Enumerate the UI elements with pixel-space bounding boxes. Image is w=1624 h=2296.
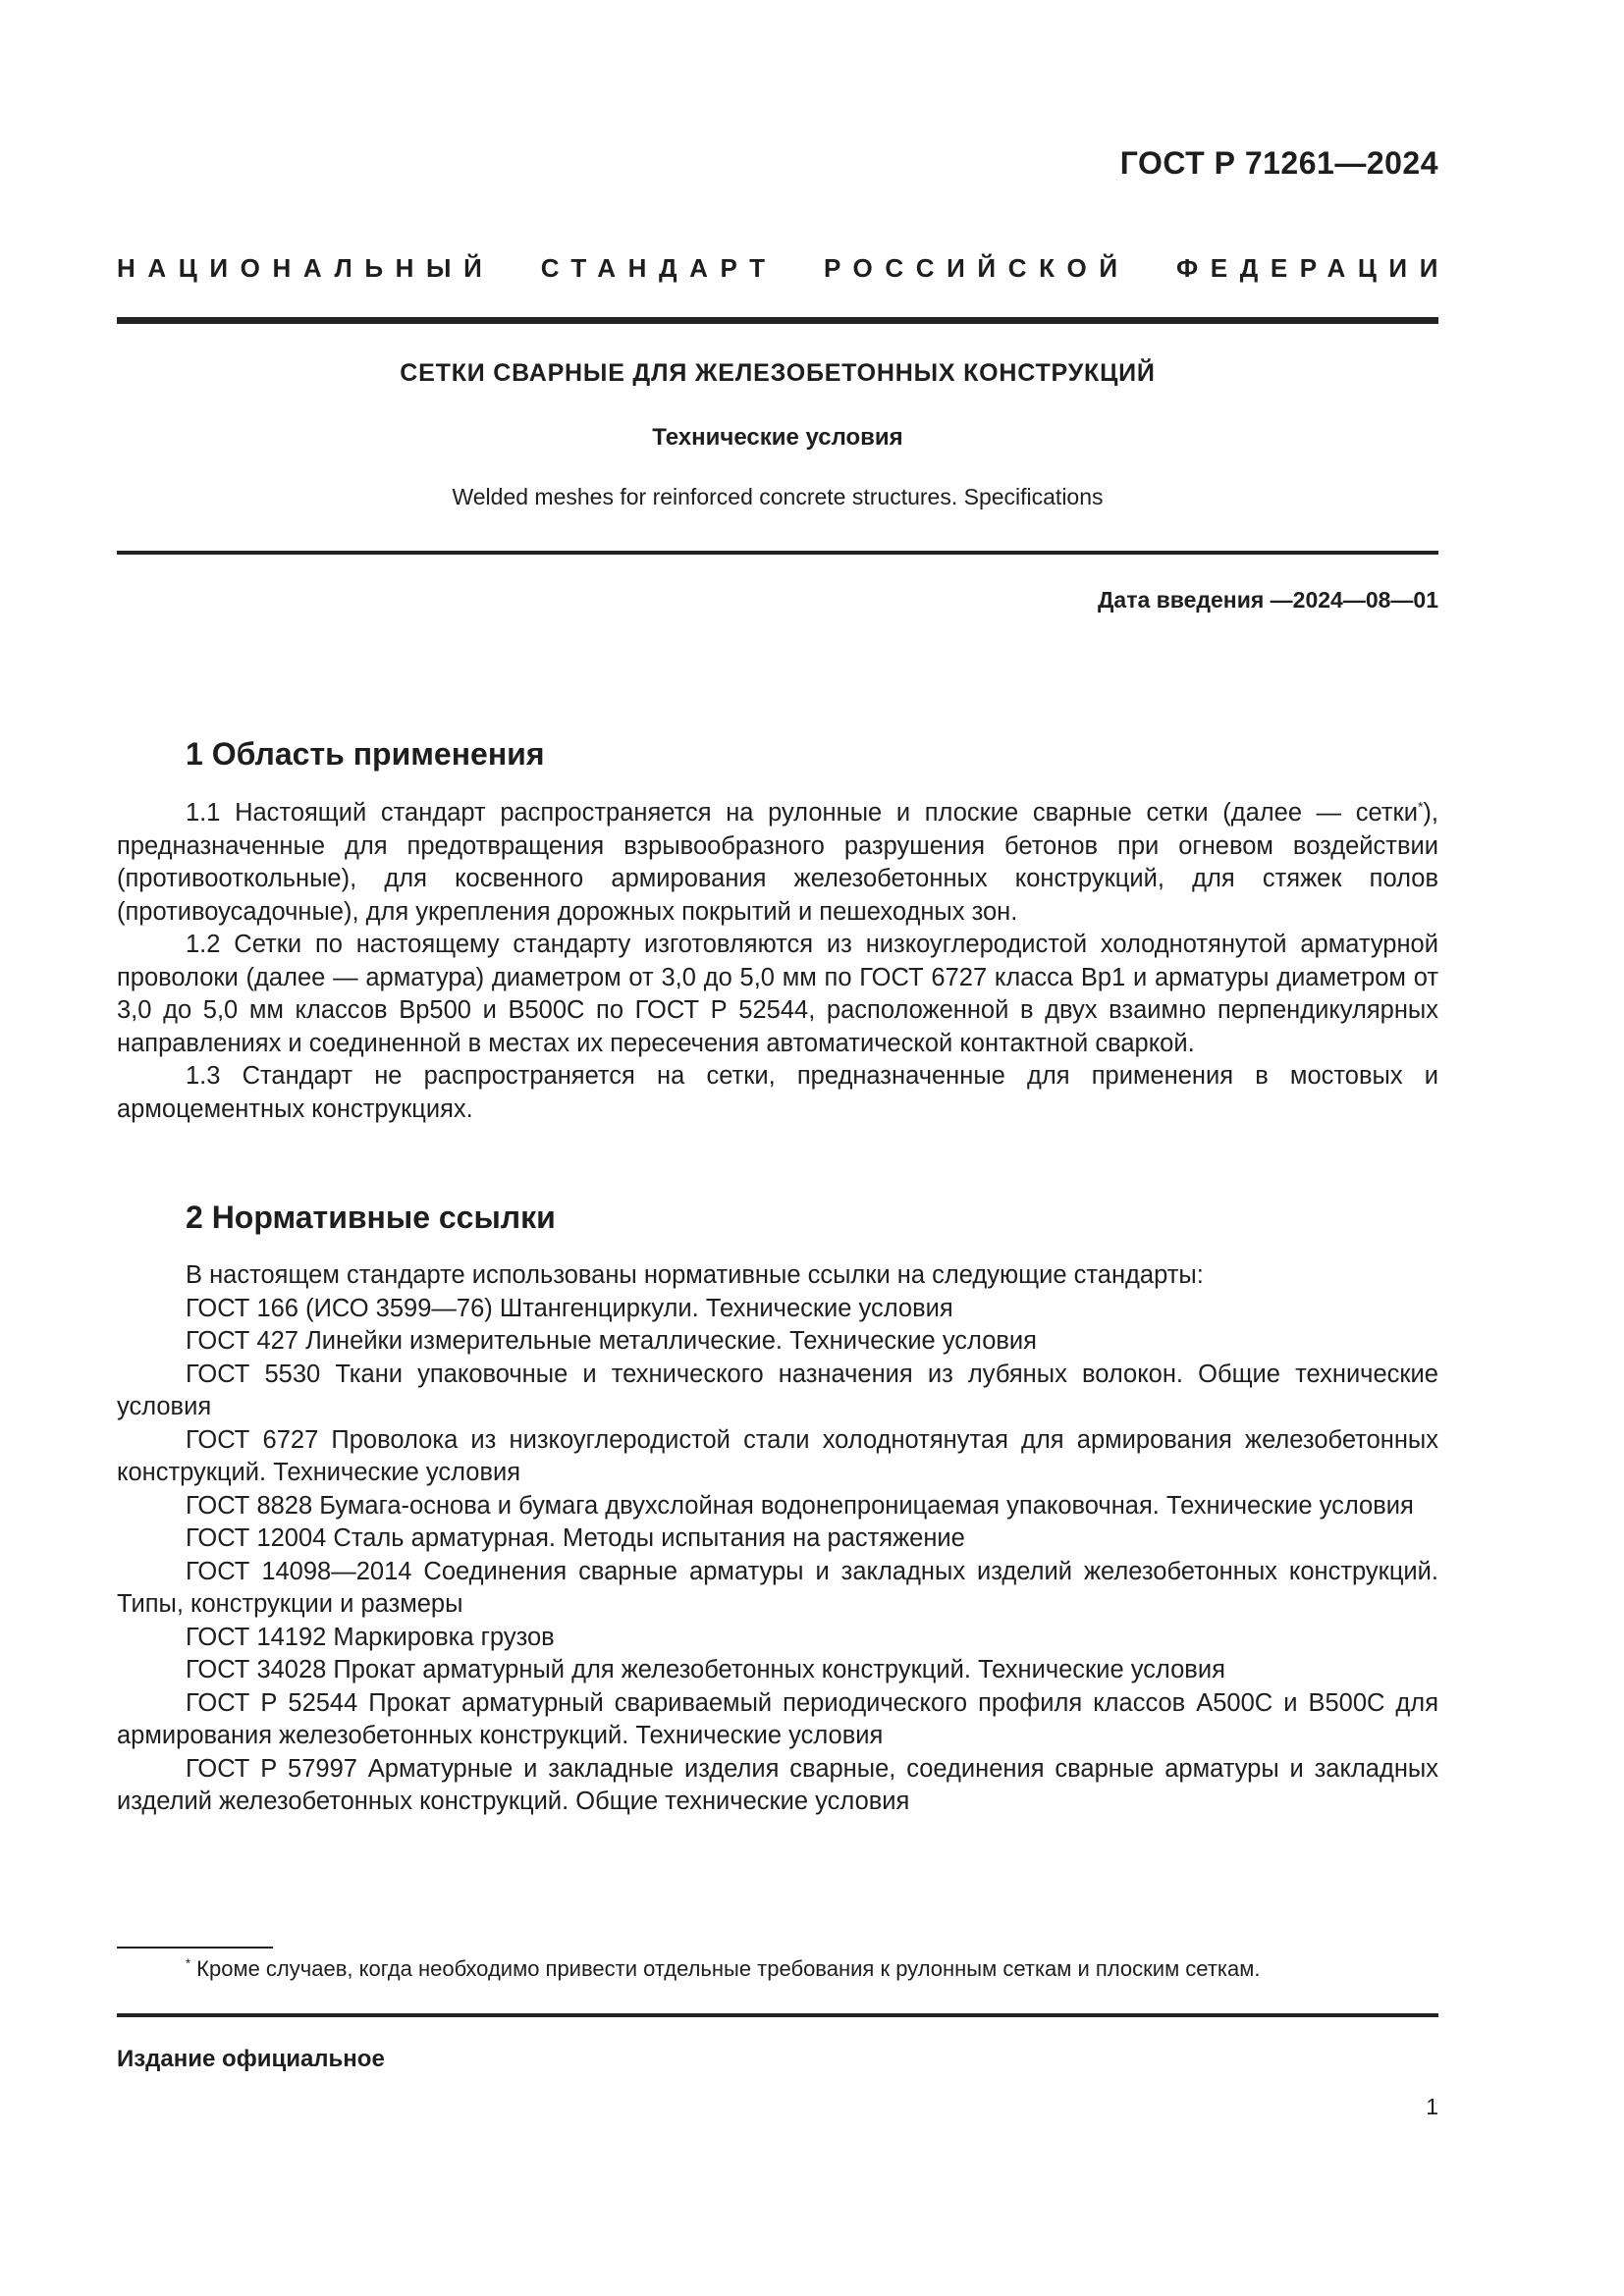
footnote-rule (117, 1947, 273, 1949)
english-title: Welded meshes for reinforced concrete structures. Specifications (452, 484, 1104, 509)
footnote-ref: * (1417, 798, 1424, 815)
clause-1-3: 1.3 Стандарт не распространяется на сетки, предназначенные для применения в мостовых и армоцементных конструкциях. (117, 1062, 1438, 1123)
document-title: СЕТКИ СВАРНЫЕ ДЛЯ ЖЕЛЕЗОБЕТОННЫХ КОНСТРУКЦИЙ (400, 359, 1156, 387)
section-1-body (117, 797, 1438, 1126)
footnote: * Кроме случаев, когда необходимо привести отдельные требования к рулонным сеткам и плоским сеткам. (186, 1955, 1261, 1981)
footer-rule (117, 2013, 1438, 2017)
document-subtitle: Технические условия (652, 424, 903, 451)
reference-item: ГОСТ 34028 Прокат арматурный для железобетонных конструкций. Технические условия (186, 1656, 1225, 1683)
clause-1-2: 1.2 Сетки по настоящему стандарту изготовляются из низкоуглеродистой холоднотянутой арматурной проволоки (далее — арматура) диаметром от 3,0 до 5,0 мм по ГОСТ 6727 класса Вр1 и арматуры диаметром от 3,0 до 5,0 мм классов Вр500 и В500С по ГОСТ Р 52544, расположенной в двух взаимно перпендикулярных направлениях и соединенной в местах их пересечения автоматической контактной сваркой. (117, 931, 1438, 1057)
reference-item: ГОСТ 8828 Бумага-основа и бумага двухслойная водонепроницаемая упаковочная. Технические условия (186, 1491, 1414, 1520)
reference-item: ГОСТ 427 Линейки измерительные металлические. Технические условия (186, 1327, 1037, 1355)
banner-word-1: НАЦИОНАЛЬНЫЙ (117, 253, 495, 283)
page-number: 1 (1426, 2094, 1438, 2119)
introduction-date: Дата введения —2024—08—01 (1098, 587, 1438, 613)
section-2-heading: 2 Нормативные ссылки (186, 1200, 556, 1235)
references-intro: В настоящем стандарте использованы нормативные ссылки на следующие стандарты: (186, 1261, 1204, 1289)
reference-item: ГОСТ 5530 Ткани упаковочные и технического назначения из лубяных волокон. Общие технические условия (117, 1360, 1438, 1420)
title-rule (117, 551, 1438, 555)
reference-item: ГОСТ 6727 Проволока из низкоуглеродистой стали холоднотянутая для армирования железобетонных конструкций. Технические условия (117, 1425, 1438, 1486)
banner-word-3: РОССИЙСКОЙ (823, 253, 1130, 283)
reference-item: ГОСТ 12004 Сталь арматурная. Методы испытания на растяжение (186, 1524, 965, 1552)
reference-item: ГОСТ 14192 Маркировка грузов (186, 1623, 555, 1651)
official-edition-label: Издание официальное (117, 2046, 385, 2072)
reference-item: ГОСТ 14098—2014 Соединения сварные арматуры и закладных изделий железобетонных конструкций. Типы, конструкции и размеры (117, 1557, 1438, 1618)
national-standard-banner (117, 253, 1450, 284)
reference-item: ГОСТ Р 52544 Прокат арматурный свариваемый периодического профиля классов А500С и В500С для армирования железобетонных конструкций. Технические условия (117, 1688, 1438, 1749)
document-page (117, 0, 1450, 2296)
banner-word-2: СТАНДАРТ (540, 253, 778, 283)
section-1-heading: 1 Область применения (186, 736, 545, 772)
banner-word-4: ФЕДЕРАЦИИ (1175, 253, 1450, 283)
reference-item: ГОСТ Р 57997 Арматурные и закладные изделия сварные, соединения сварные арматуры и закладных изделий железобетонных конструкций. Общие технические условия (117, 1754, 1438, 1815)
section-2-body (117, 1259, 1438, 1819)
header-rule (117, 317, 1438, 324)
clause-1-1: 1.1 Настоящий стандарт распространяется на рулонные и плоские сварные сетки (далее — сетки*), предназначенные для предотвращения взрывообразного разрушения бетонов при огневом воздействии (противооткольные), для косвенного армирования железобетонных конструкций, для стяжек полов (противоусадочные), для укрепления дорожных покрытий и пешеходных зон. (117, 798, 1438, 926)
reference-item: ГОСТ 166 (ИСО 3599—76) Штангенциркули. Технические условия (186, 1294, 953, 1322)
standard-code: ГОСТ Р 71261—2024 (1119, 145, 1438, 181)
